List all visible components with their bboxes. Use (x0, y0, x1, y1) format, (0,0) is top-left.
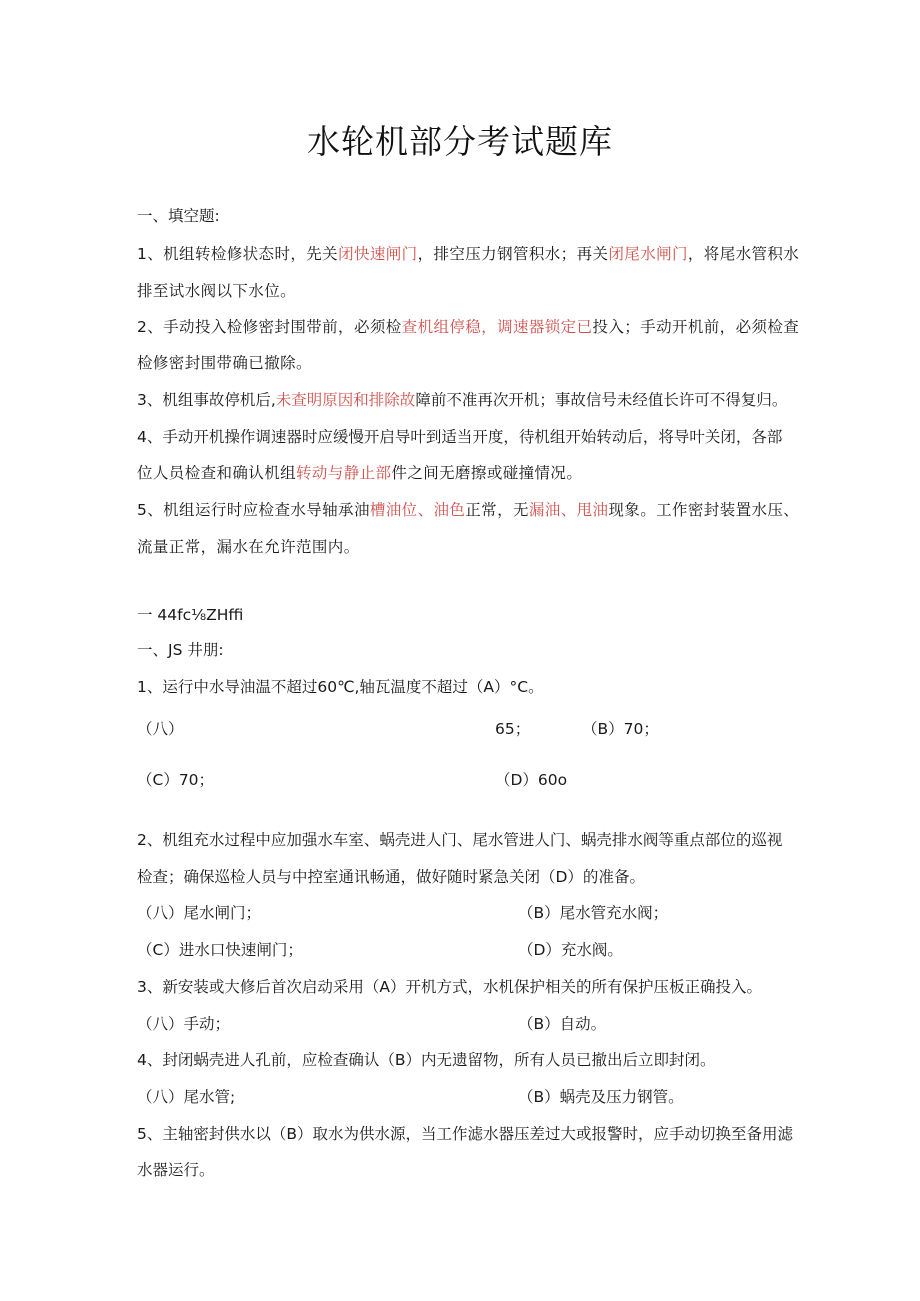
choice-q3-option-a: （八）手动； (137, 1015, 231, 1033)
section-heading-fill: 一、填空题: (137, 207, 220, 225)
fill-q1-answer-1: 闭快速闸门 (338, 245, 418, 263)
fill-q5-text-e: 现象。工作密封装置水压、 (608, 501, 800, 519)
fill-q3-line1 (137, 390, 787, 410)
choice-q2-option-a: （八）尾水闸门； (137, 904, 262, 922)
fill-q5-answer-1: 槽油位、油色 (369, 501, 466, 519)
choice-q4-option-b: （B）蜗壳及压力钢管。 (518, 1088, 684, 1106)
choice-q4-option-a: （八）尾水管; (137, 1088, 236, 1106)
fill-q3-text-a: 3、机组事故停机后, (137, 391, 276, 409)
choice-q3-stem: 3、新安装或大修后首次启动采用（A）开机方式，水机保护相关的所有保护压板正确投入。 (137, 978, 762, 996)
choice-q5-stem-line2: 水器运行。 (137, 1161, 215, 1179)
choice-q2-option-d: （D）充水阀。 (518, 941, 623, 959)
choice-q3-option-b: （B）自动。 (518, 1015, 607, 1033)
fill-q4-text-c: 件之间无磨擦或碰撞情况。 (391, 464, 583, 482)
choice-q1-option-a-value: 65； (495, 720, 531, 738)
fill-q5-text-c: 正常，无 (465, 501, 529, 519)
choice-q1-option-c: （C）70； (137, 771, 215, 789)
fill-q2-line1 (137, 317, 799, 337)
fill-q4-line1: 4、手动开机操作调速器时应缓慢开启导叶到适当开度，待机组开始转动后，将导叶关闭，各部 (137, 428, 783, 446)
page-title: 水轮机部分考试题库 (307, 122, 613, 161)
choice-q4-stem: 4、封闭蜗壳进人孔前，应检查确认（B）内无遗留物，所有人员已撤出后立即封闭。 (137, 1051, 716, 1069)
fill-q4-line2 (137, 463, 582, 483)
fill-q3-text-c: 障前不准再次开机；事故信号未经值长许可不得复归。 (415, 391, 788, 409)
choice-q2-stem-line2: 检查；确保巡检人员与中控室通讯畅通，做好随时紧急关闭（D）的准备。 (137, 868, 645, 886)
choice-q1-option-a-label: （八） (137, 720, 184, 738)
choice-q1-stem: 1、运行中水导油温不超过60℃,轴瓦温度不超过（A）°C。 (137, 678, 544, 696)
fill-q5-answer-2: 漏油、甩油 (528, 501, 609, 519)
fill-q4-text-a: 位人员检查和确认机组 (137, 464, 297, 482)
fill-q3-answer: 未查明原因和排除故 (275, 391, 416, 409)
fill-q2-text-c: 投入；手动开机前，必须检查 (592, 318, 800, 336)
choice-q2-option-c: （C）进水口快速闸门； (137, 941, 303, 959)
fill-q4-answer: 转动与静止部 (296, 464, 392, 482)
choice-q5-stem-line1: 5、主轴密封供水以（B）取水为供水源，当工作滤水器压差过大或报警时，应手动切换至备用滤 (137, 1125, 793, 1143)
fill-q2-answer: 查机组停稳，调速器锁定已 (401, 318, 593, 336)
fill-q1-text-a: 1、机组转检修状态时，先关 (137, 245, 339, 263)
choice-q2-stem-line1: 2、机组充水过程中应加强水车室、蜗壳进人门、尾水管进人门、蜗壳排水阀等重点部位的巡视 (137, 831, 783, 849)
choice-q2-option-b: （B）尾水管充水阀； (518, 904, 669, 922)
fill-q1-answer-2: 闭尾水闸门 (608, 245, 688, 263)
choice-q1-option-b: （B）70； (582, 720, 659, 738)
fill-q1-line2: 排至试水阀以下水位。 (137, 282, 297, 300)
section-heading-choice: 一、JS 井朋: (137, 641, 224, 659)
fill-q1-text-e: ，将尾水管积水 (687, 245, 800, 263)
garbled-heading: 一 44fc⅛ZHffi (137, 606, 244, 624)
fill-q2-text-a: 2、手动投入检修密封围带前，必须检 (137, 318, 402, 336)
fill-q2-line2: 检修密封围带确已撤除。 (137, 354, 312, 372)
fill-q1-line1 (137, 244, 799, 264)
fill-q1-text-c: ，排空压力钢管积水；再关 (417, 245, 609, 263)
fill-q5-line2: 流量正常，漏水在允许范围内。 (137, 538, 360, 556)
choice-q1-option-d: （D）60o (495, 771, 568, 789)
fill-q5-line1 (137, 500, 799, 520)
fill-q5-text-a: 5、机组运行时应检查水导轴承油 (137, 501, 370, 519)
